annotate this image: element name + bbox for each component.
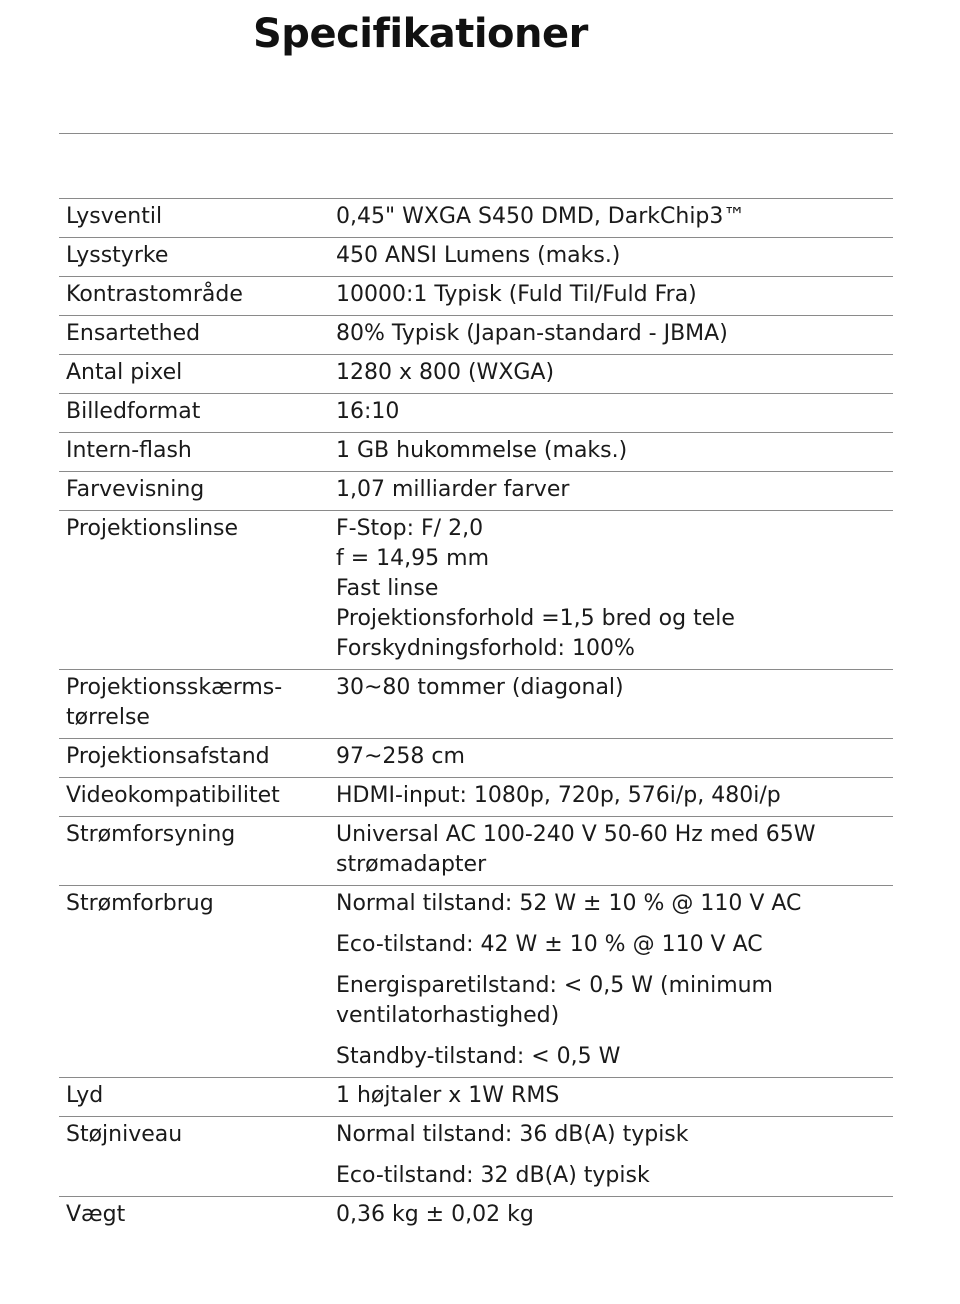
spec-value-line: 0,45" WXGA S450 DMD, DarkChip3™ xyxy=(336,204,746,229)
spec-value xyxy=(336,673,893,733)
spec-value xyxy=(336,1200,893,1230)
spec-row xyxy=(59,817,893,886)
spec-value xyxy=(336,889,893,1072)
spec-label: Vægt xyxy=(66,1202,126,1227)
spec-value-line: 10000:1 Typisk (Fuld Til/Fuld Fra) xyxy=(336,282,697,307)
spec-value-line: Energisparetilstand: < 0,5 W (minimum ventilatorhastighed) xyxy=(336,973,773,1028)
spec-row xyxy=(59,511,893,670)
spec-row xyxy=(59,886,893,1078)
spec-row xyxy=(59,778,893,817)
spec-value-line: HDMI-input: 1080p, 720p, 576i/p, 480i/p xyxy=(336,783,781,808)
spec-label: Projektionslinse xyxy=(66,516,239,541)
spec-label: Strømforbrug xyxy=(66,891,214,916)
spec-row xyxy=(59,199,893,238)
spec-label: Videokompatibilitet xyxy=(66,783,280,808)
spec-label: Lysventil xyxy=(66,204,163,229)
spec-value-line: 450 ANSI Lumens (maks.) xyxy=(336,243,621,268)
spec-value xyxy=(336,781,893,811)
spec-value xyxy=(336,280,893,310)
spec-value-line: 1,07 milliarder farver xyxy=(336,477,570,502)
spec-value-line: Universal AC 100-240 V 50-60 Hz med 65W strømadapter xyxy=(336,822,816,877)
spec-label: Ensartethed xyxy=(66,321,201,346)
spec-value-line: 30~80 tommer (diagonal) xyxy=(336,675,624,700)
spec-value-line: 97~258 cm xyxy=(336,744,465,769)
spec-value-line: 0,36 kg ± 0,02 kg xyxy=(336,1202,534,1227)
spec-label: Intern-flash xyxy=(66,438,192,463)
spec-value-line: 1 GB hukommelse (maks.) xyxy=(336,438,628,463)
spec-value-line: 80% Typisk (Japan-standard - JBMA) xyxy=(336,321,728,346)
spec-row xyxy=(59,739,893,778)
spec-row xyxy=(59,670,893,739)
spec-label: Antal pixel xyxy=(66,360,183,385)
spec-value xyxy=(336,820,893,880)
spec-label: Lyd xyxy=(66,1083,104,1108)
spec-row xyxy=(59,316,893,355)
spec-value xyxy=(336,397,893,427)
spec-label: Projektionsafstand xyxy=(66,744,270,769)
spec-label: Farvevisning xyxy=(66,477,205,502)
spec-row xyxy=(59,1078,893,1117)
spec-row xyxy=(59,394,893,433)
spec-value xyxy=(336,1120,893,1191)
spec-label: Projektionsskærms- tørrelse xyxy=(66,675,283,730)
spec-value-line: Normal tilstand: 36 dB(A) typisk xyxy=(336,1122,689,1147)
spec-table xyxy=(59,198,893,1235)
spec-row xyxy=(59,1117,893,1197)
spec-value-line: F-Stop: F/ 2,0 f = 14,95 mm Fast linse Projektionsforhold =1,5 bred og tele Forskydningsforhold: 100% xyxy=(336,516,735,661)
spec-row xyxy=(59,238,893,277)
spec-value xyxy=(336,202,893,232)
page-title: Specifikationer xyxy=(253,11,588,57)
spec-value xyxy=(336,475,893,505)
spec-value-line: Eco-tilstand: 42 W ± 10 % @ 110 V AC xyxy=(336,932,763,957)
spec-value xyxy=(336,514,893,664)
spec-label: Støjniveau xyxy=(66,1122,183,1147)
spec-label: Lysstyrke xyxy=(66,243,169,268)
spec-row xyxy=(59,433,893,472)
spec-value-line: 1280 x 800 (WXGA) xyxy=(336,360,555,385)
spec-value xyxy=(336,742,893,772)
spec-value xyxy=(336,358,893,388)
spec-value-line: Standby-tilstand: < 0,5 W xyxy=(336,1044,621,1069)
spec-label: Kontrastområde xyxy=(66,282,243,307)
title-divider xyxy=(59,133,893,134)
spec-value-line: Eco-tilstand: 32 dB(A) typisk xyxy=(336,1163,650,1188)
spec-label: Billedformat xyxy=(66,399,201,424)
spec-row xyxy=(59,472,893,511)
spec-row xyxy=(59,355,893,394)
spec-value xyxy=(336,1081,893,1111)
spec-value-line: 16:10 xyxy=(336,399,400,424)
spec-row xyxy=(59,277,893,316)
spec-value-line: 1 højtaler x 1W RMS xyxy=(336,1083,560,1108)
spec-row xyxy=(59,1197,893,1235)
spec-value-line: Normal tilstand: 52 W ± 10 % @ 110 V AC xyxy=(336,891,802,916)
spec-label: Strømforsyning xyxy=(66,822,236,847)
spec-value xyxy=(336,319,893,349)
spec-value xyxy=(336,436,893,466)
spec-value xyxy=(336,241,893,271)
